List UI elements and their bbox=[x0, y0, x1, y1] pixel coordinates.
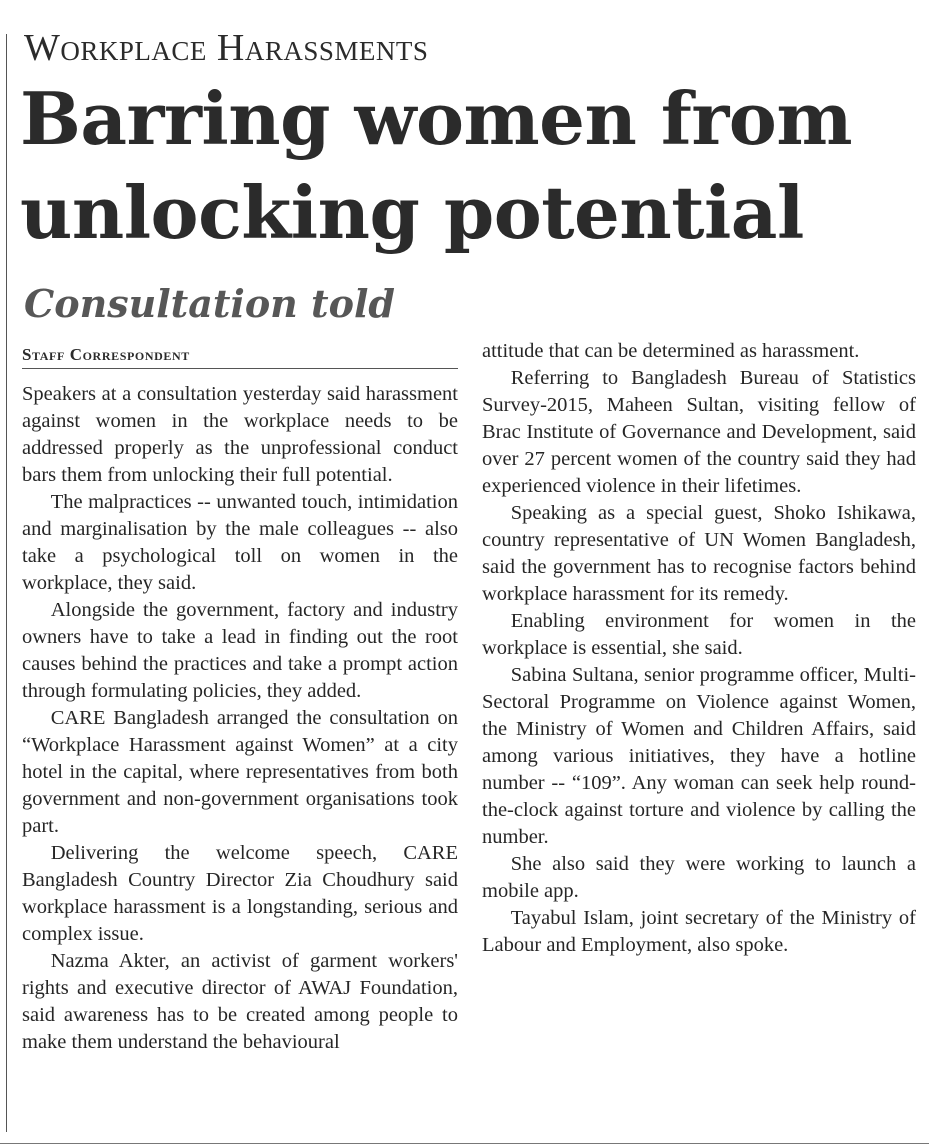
paragraph: Tayabul Islam, joint secretary of the Ministry of Labour and Employment, also spoke. bbox=[482, 907, 916, 956]
article-byline: Staff Correspondent bbox=[22, 345, 190, 364]
paragraph: Delivering the welcome speech, CARE Bangladesh Country Director Zia Choudhury said workplace harassment is a longstanding, serious and complex issue. bbox=[22, 842, 458, 945]
paragraph: CARE Bangladesh arranged the consultation on “Workplace Harassment against Women” at a city hotel in the capital, where representatives from both government and non-government organisations took part. bbox=[22, 707, 458, 837]
paragraph: Enabling environment for women in the workplace is essential, she said. bbox=[482, 610, 916, 659]
paragraph: Speaking as a special guest, Shoko Ishikawa, country representative of UN Women Bangladesh, said the government has to recognise factors behind workplace harassment for its remedy. bbox=[482, 502, 916, 605]
paragraph: Nazma Akter, an activist of garment workers' rights and executive director of AWAJ Foundation, said awareness has to be created among people to make them understand the behavioural bbox=[22, 950, 458, 1053]
article-column-right bbox=[482, 338, 916, 959]
paragraph: The malpractices -- unwanted touch, intimidation and marginalisation by the male colleagues -- also take a psychological toll on women in the workplace, they said. bbox=[22, 491, 458, 594]
byline-divider bbox=[22, 368, 458, 369]
article-kicker: Workplace Harassments bbox=[24, 27, 429, 69]
paragraph: Speakers at a consultation yesterday said harassment against women in the workplace needs to be addressed properly as the unprofessional conduct bars them from unlocking their full potential. bbox=[22, 383, 458, 486]
paragraph: Alongside the government, factory and industry owners have to take a lead in finding out the root causes behind the practices and take a prompt action through formulating policies, they added. bbox=[22, 599, 458, 702]
paragraph: She also said they were working to launch a mobile app. bbox=[482, 853, 916, 902]
article-subhead: Consultation told bbox=[24, 281, 395, 326]
article-column-left bbox=[22, 381, 458, 1056]
column-rule-left bbox=[6, 34, 7, 1132]
paragraph: Referring to Bangladesh Bureau of Statistics Survey-2015, Maheen Sultan, visiting fellow of Brac Institute of Governance and Development, said over 27 percent women of the country said they had experienced violence in their lifetimes. bbox=[482, 367, 916, 497]
paragraph-continued: attitude that can be determined as harassment. bbox=[482, 340, 860, 362]
paragraph: Sabina Sultana, senior programme officer, Multi-Sectoral Programme on Violence against Women, the Ministry of Women and Children Affairs, said among various initiatives, they have a hotline number -- “109”. Any woman can seek help round-the-clock against torture and violence by calling the number. bbox=[482, 664, 916, 848]
article-headline: Barring women from unlocking potential bbox=[20, 76, 853, 255]
page-bottom-rule bbox=[0, 1143, 929, 1144]
